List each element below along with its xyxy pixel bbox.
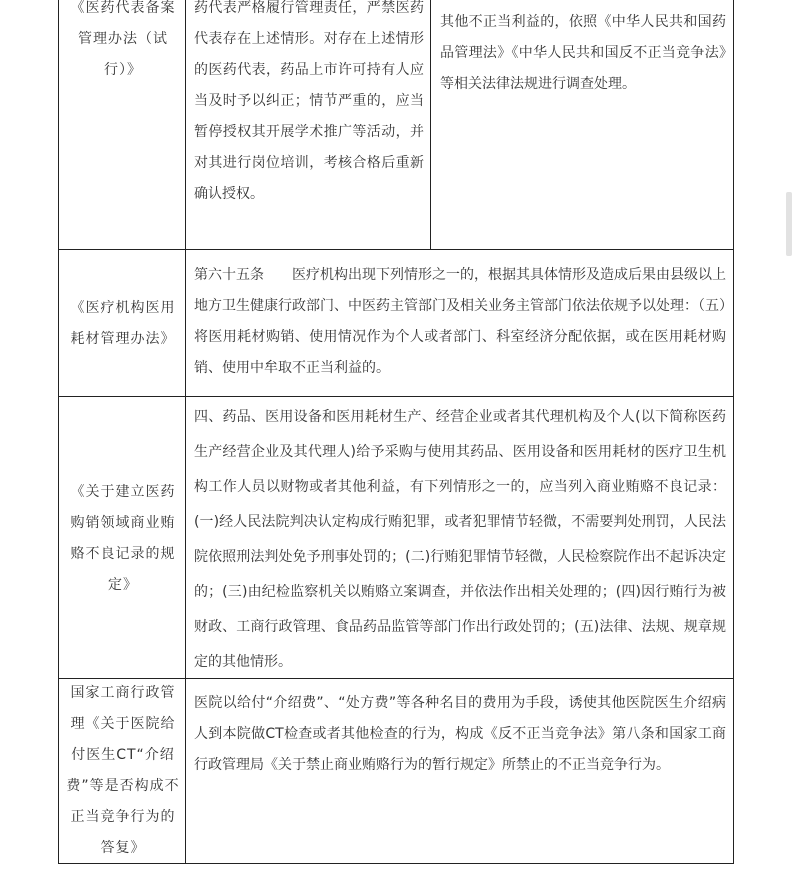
scrollbar-handle[interactable] (786, 192, 792, 256)
row-content: 药代表严格履行管理责任，严禁医药代表存在上述情形。对存在上述情形的医药代表，药品上市许可持有人应当及时予以纠正；情节严重的，应当暂停授权其开展学术推广等活动，并对其进行岗位培训，考核合格后重新确认授权。 (194, 0, 424, 202)
row-divider (58, 396, 734, 397)
column-divider-row1 (430, 0, 431, 250)
row-title: 《医疗机构医用耗材管理办法》 (70, 300, 176, 347)
row-title: 《关于建立医药购销领域商业贿赂不良记录的规定》 (70, 484, 176, 593)
row-content: 医院以给付“介绍费”、“处方费”等各种名目的费用为手段，诱使其他医院医生介绍病人到本院做CT检查或者其他检查的行为，构成《反不正当竞争法》第八条和国家工商行政管理局《关于禁止商业贿赂行为的暂行规定》所禁止的不正当竞争行为。 (194, 695, 726, 773)
table-border-left (58, 0, 59, 864)
row-title: 国家工商行政管理《关于医院给付医生CT“介绍费”等是否构成不正当竞争行为的答复》 (66, 685, 180, 856)
row-title: 《医药代表备案管理办法（试行）》 (70, 0, 176, 78)
row-content: 第六十五条 医疗机构出现下列情形之一的，根据其具体情形及造成后果由县级以上地方卫生健康行政部门、中医药主管部门及相关业务主管部门依法依规予以处理：（五）将医用耗材购销、使用情况作为个人或者部门、科室经济分配依据，或在医用耗材购销、使用中牟取不正当利益的。 (194, 267, 726, 376)
row-divider (58, 249, 734, 250)
table-border-right (733, 0, 734, 864)
regulation-table (58, 0, 734, 864)
row-content: 其他不正当利益的，依照《中华人民共和国药品管理法》《中华人民共和国反不正当竞争法》等相关法律法规进行调查处理。 (440, 14, 726, 92)
row-content: 四、药品、医用设备和医用耗材生产、经营企业或者其代理机构及个人(以下简称医药生产经营企业及其代理人)给予采购与使用其药品、医用设备和医用耗材的医疗卫生机构工作人员以财物或者其他利益，有下列情形之一的，应当列入商业贿赂不良记录：(一)经人民法院判决认定构成行贿犯罪，或者犯罪情节轻微，不需要判处刑罚，人民法院依照刑法判处免予刑事处罚的；(二)行贿犯罪情节轻微，人民检察院作出不起诉决定的；(三)由纪检监察机关以贿赂立案调查，并依法作出相关处理的；(四)因行贿行为被财政、工商行政管理、食品药品监管等部门作出行政处罚的；(五)法律、法规、规章规定的其他情形。 (194, 409, 726, 670)
column-divider (185, 0, 186, 864)
